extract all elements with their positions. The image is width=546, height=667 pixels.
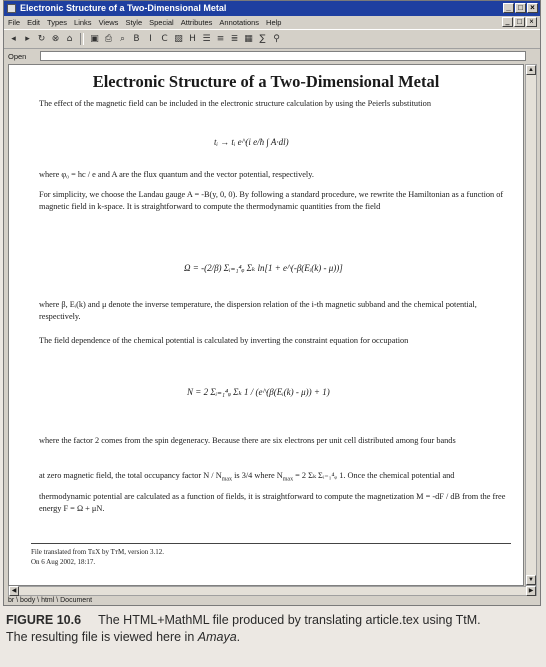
maximize-button[interactable]: □ [515, 3, 526, 13]
caption-end: . [236, 630, 241, 644]
code-icon[interactable]: C [161, 34, 168, 44]
caption-text-1: The HTML+MathML file produced by translating article.tex using TtM. [98, 613, 481, 627]
scroll-right-icon[interactable]: ▶ [526, 586, 536, 596]
title-bar[interactable] [4, 1, 540, 16]
footer-date: On 6 Aug 2002, 18:17. [31, 558, 96, 566]
menu-file[interactable]: File [8, 18, 21, 27]
open-label: Open [8, 51, 27, 61]
paragraph-3: For simplicity, we choose the Landau gauge A = -B(y, 0, 0). By following a standard procedure, we rewrite the Hamiltonian as a function of magnetic field in k-space. It is straightforward to compute the thermodynamic quantities from the field [39, 190, 504, 211]
menu-views[interactable]: Views [98, 18, 119, 27]
menu-help[interactable]: Help [266, 18, 282, 27]
heading-icon[interactable]: H [189, 34, 196, 44]
p7-subscript-a: max [221, 476, 233, 483]
paragraph-1: The effect of the magnetic field can be included in the electronic structure calculation by using the Peierls substitution [39, 99, 431, 108]
doc-restore-button[interactable]: □ [514, 17, 525, 27]
menu-bar [4, 16, 540, 29]
window-controls [503, 3, 538, 13]
list-icon[interactable]: ☰ [202, 34, 211, 44]
image-icon[interactable]: ▨ [174, 34, 183, 44]
table-icon[interactable]: ▦ [244, 34, 253, 44]
numbered-list-icon[interactable]: ≡ [216, 34, 225, 44]
scroll-up-icon[interactable]: ▲ [526, 65, 536, 75]
doc-minimize-button[interactable]: _ [502, 17, 513, 27]
print-icon[interactable]: ⎙ [104, 34, 113, 44]
p7-text-a: at zero magnetic field, the total occupancy factor N / N [39, 471, 222, 480]
home-icon[interactable]: ⌂ [66, 34, 73, 44]
url-input[interactable] [40, 51, 526, 61]
link-icon[interactable]: ⚲ [273, 34, 280, 44]
document-window-controls [502, 17, 537, 27]
scroll-down-icon[interactable]: ▼ [526, 575, 536, 585]
reload-icon[interactable]: ↻ [37, 34, 46, 44]
italic-icon[interactable]: I [149, 34, 152, 44]
equation-peierls: tᵢ → tᵢ e^(i e/ħ ∫ A·dl) [214, 137, 289, 147]
menu-types[interactable]: Types [47, 18, 68, 27]
paragraph-7 [39, 470, 509, 486]
vertical-scrollbar[interactable] [525, 64, 537, 586]
document-view[interactable] [8, 64, 524, 586]
math-icon[interactable]: ∑ [259, 34, 266, 44]
paragraph-4: where β, Eᵢ(k) and μ denote the inverse temperature, the dispersion relation of the i-th magnetic subband and the chemical potential, respectively. [39, 300, 477, 321]
bold-icon[interactable]: B [133, 34, 140, 44]
app-icon[interactable] [7, 4, 16, 13]
paragraph-8: thermodynamic potential are calculated as a function of fields, it is straightforward to compute the magnetization M = -dF / dB from the free energy F = Ω + μN. [39, 492, 506, 513]
caption-app-name: Amaya [197, 630, 237, 644]
minimize-button[interactable]: _ [503, 3, 514, 13]
document-heading: Electronic Structure of a Two-Dimensional Metal [92, 72, 440, 91]
paragraph-2: where φ₀ = hc / e and A are the flux quantum and the vector potential, respectively. [39, 170, 314, 179]
status-bar: br \ body \ html \ Document [8, 597, 93, 604]
stop-icon[interactable]: ⊗ [51, 34, 60, 44]
paragraph-6: where the factor 2 comes from the spin degeneracy. Because there are six electrons per unit cell distributed among four bands [39, 436, 456, 445]
footer-rule [31, 543, 511, 544]
p7-text-b: is 3/4 where N [232, 471, 283, 480]
figure-caption [6, 612, 540, 646]
menu-style[interactable]: Style [125, 18, 143, 27]
menu-annotations[interactable]: Annotations [219, 18, 260, 27]
scroll-left-icon[interactable]: ◀ [9, 586, 19, 596]
back-icon[interactable]: ◂ [11, 34, 16, 44]
menu-edit[interactable]: Edit [27, 18, 41, 27]
toolbar [4, 29, 540, 49]
p7-subscript-b: max [282, 476, 294, 483]
find-icon[interactable]: ⌕ [119, 34, 126, 44]
equation-omega: Ω = -(2/β) Σᵢ₌₁⁴ᵩ Σₖ ln[1 + e^(-β(Eᵢ(k) - μ))] [184, 263, 343, 273]
footer-translated: File translated from TᴇX by TᴛM, version 3.12. [31, 548, 165, 556]
equation-occupation: N = 2 Σᵢ₌₁⁴ᵩ Σₖ 1 / (e^(β(Eᵢ(k) - μ)) + 1) [187, 387, 330, 397]
figure-number: FIGURE 10.6 [6, 613, 82, 627]
toolbar-separator [80, 33, 84, 45]
menu-special[interactable]: Special [149, 18, 174, 27]
doc-close-button[interactable]: × [526, 17, 537, 27]
p7-text-c: = 2 Σₖ Σᵢ₌₁⁴ᵩ 1. Once the chemical potential and [293, 471, 455, 480]
definition-list-icon[interactable]: ≣ [230, 34, 239, 44]
menu-links[interactable]: Links [74, 18, 92, 27]
menu-attributes[interactable]: Attributes [180, 18, 213, 27]
paragraph-5: The field dependence of the chemical potential is calculated by inverting the constraint equation for occupation [39, 336, 409, 345]
horizontal-scrollbar[interactable] [8, 586, 537, 596]
app-window [3, 0, 541, 606]
forward-icon[interactable]: ▸ [25, 34, 30, 44]
close-button[interactable]: × [527, 3, 538, 13]
caption-text-2: The resulting file is viewed here in [6, 630, 198, 644]
save-icon[interactable]: ▣ [90, 34, 99, 44]
open-bar [4, 49, 540, 63]
window-title: Electronic Structure of a Two-Dimensional Metal [20, 3, 227, 13]
